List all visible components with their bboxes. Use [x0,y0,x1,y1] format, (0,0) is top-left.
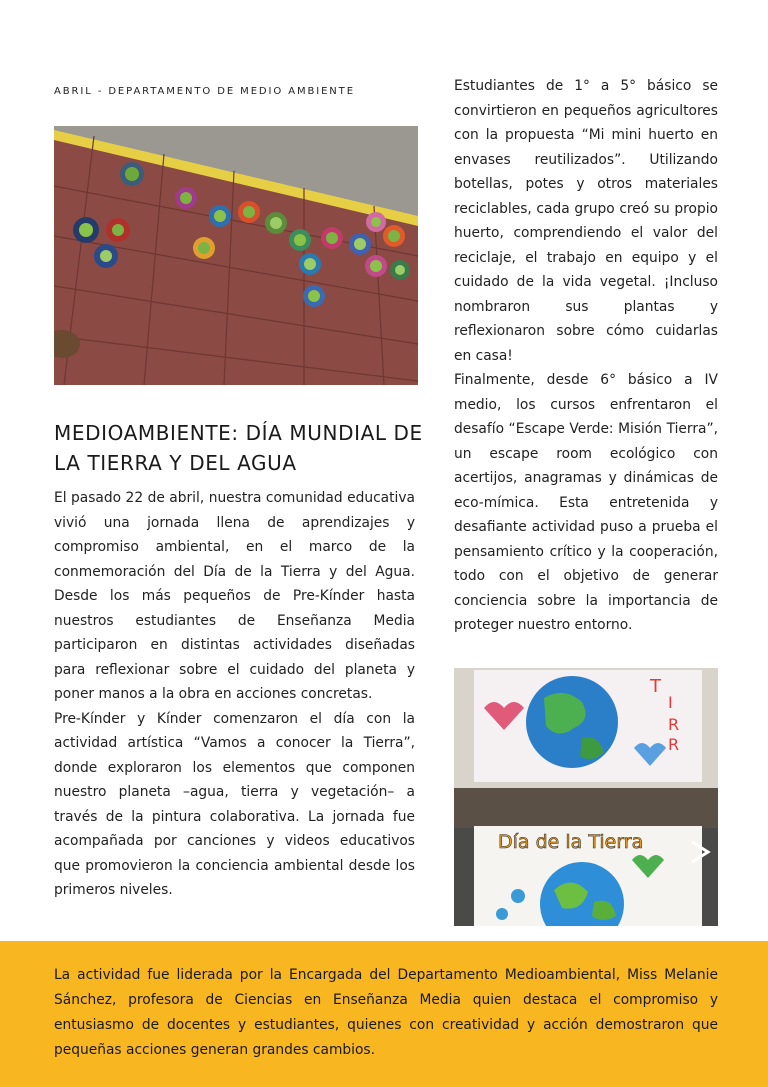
article-column-right [454,74,718,638]
svg-text:I: I [668,693,673,712]
article-title: MEDIOAMBIENTE: DÍA MUNDIAL DE LA TIERRA Y DEL AGUA [54,421,423,475]
paragraph: Pre-Kínder y Kínder comenzaron el día con la actividad artística “Vamos a conocer la Tierra”, donde exploraron los elementos que componen nuestro planeta –agua, tierra y vegetación– a través de la pintura colaborativa. La jornada fue acompañada por canciones y videos educativos que promovieron la conciencia ambiental desde los primeros niveles. [54,710,415,898]
earth-day-poster-photo [454,668,718,926]
paragraph: Finalmente, desde 6° básico a IV medio, los cursos enfrentaron el desafío “Escape Verde: Misión Tierra”, un escape room ecológico con acertijos, anagramas y dinámicas de eco-mímica. Esta entretenida y desafiante actividad puso a prueba el pensamiento crítico y la cooperación, todo con el objetivo de generar conciencia sobre la importancia de proteger nuestro entorno. [454,372,718,633]
mini-huerto-photo [54,126,418,385]
article-column-left [54,486,415,903]
footer-text: La actividad fue liderada por la Encargada del Departamento Medioambiental, Miss Melanie Sánchez, profesora de Ciencias en Enseñanza Media quien destaca el compromiso y entusiasmo de docentes y estudiantes, quienes con creatividad y acción demostraron que pequeñas acciones generan grandes cambios. [54,967,718,1058]
paragraph: Estudiantes de 1° a 5° básico se convirtieron en pequeños agricultores con la propuesta “Mi mini huerto en envases reutilizados”. Utilizando botellas, potes y otros materiales reciclables, cada grupo creó su propio huerto, comprendiendo el valor del reciclaje, el trabajo en equipo y el cuidado de la vida vegetal. ¡Incluso nombraron sus plantas y reflexionaron sobre cómo cuidarlas en casa! [454,78,718,364]
footer-banner [0,941,768,1087]
svg-text:R: R [668,715,680,734]
paragraph: El pasado 22 de abril, nuestra comunidad educativa vivió una jornada llena de aprendizajes y compromiso ambiental, en el marco de la conmemoración del Día de la Tierra y del Agua. Desde los más pequeños de Pre-Kínder hasta nuestros estudiantes de Enseñanza Media participaron en distintas actividades diseñadas para reflexionar sobre el cuidado del planeta y poner manos a la obra en acciones concretas. [54,490,415,702]
svg-text:R: R [668,735,680,754]
section-kicker: ABRIL - DEPARTAMENTO DE MEDIO AMBIENTE [54,86,355,97]
svg-text:T: T [650,676,661,697]
poster-caption: Día de la Tierra [498,831,644,853]
